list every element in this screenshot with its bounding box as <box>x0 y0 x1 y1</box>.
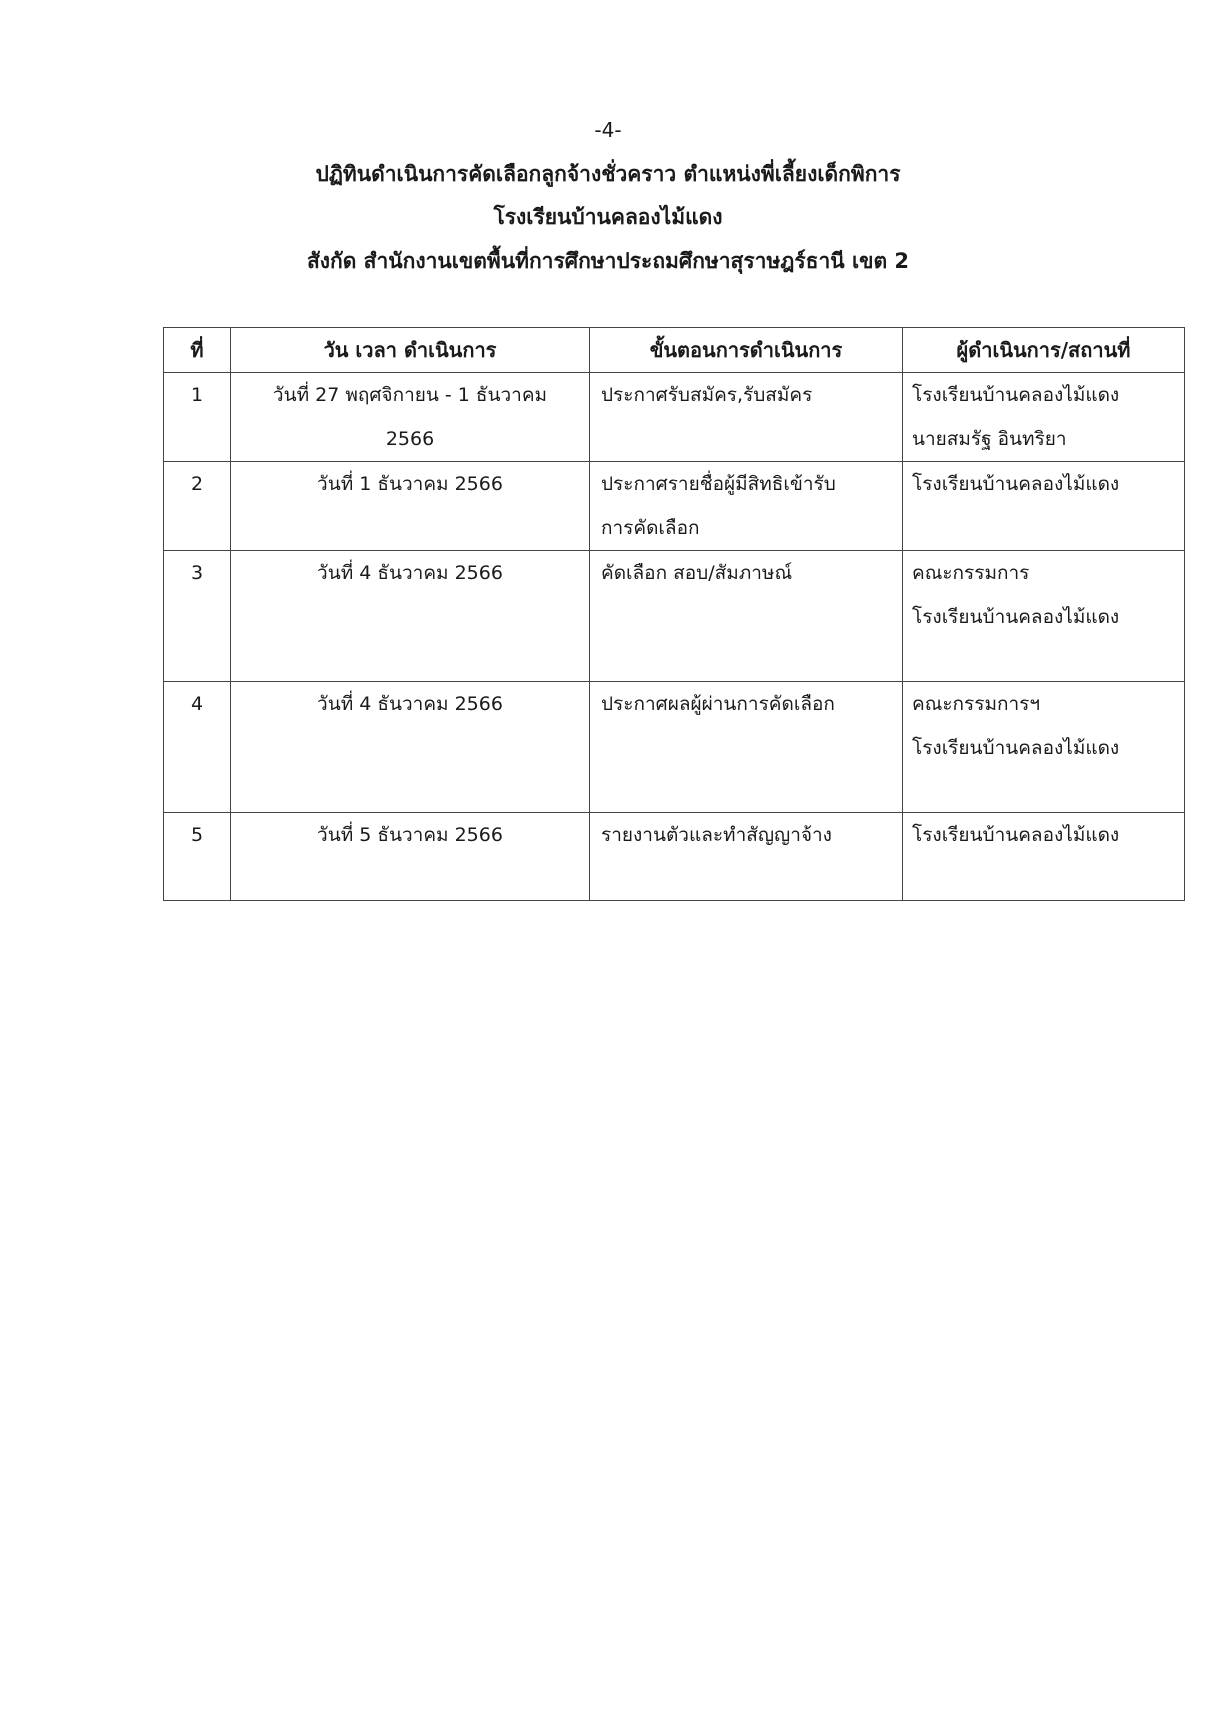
row-number: 3 <box>190 562 204 584</box>
table-header-row <box>164 328 1185 373</box>
operator-text: คณะกรรมการ <box>912 562 1030 584</box>
table-row <box>164 682 1185 813</box>
operator-text-continued: โรงเรียนบ้านคลองไม้แดง <box>912 737 1120 759</box>
school-name-heading: โรงเรียนบ้านคลองไม้แดง <box>493 205 723 229</box>
date-cell <box>231 682 590 813</box>
date-text: วันที่ 1 ธันวาคม 2566 <box>317 473 503 495</box>
row-number: 5 <box>190 824 204 846</box>
row-number-cell <box>164 551 231 682</box>
procedure-cell <box>590 462 903 551</box>
affiliation-heading: สังกัด สำนักงานเขตพื้นที่การศึกษาประถมศึกษาสุราษฎร์ธานี เขต 2 <box>306 249 910 273</box>
operator-text: โรงเรียนบ้านคลองไม้แดง <box>912 384 1120 406</box>
operator-cell <box>903 813 1185 901</box>
procedure-cell <box>590 813 903 901</box>
procedure-text: ประกาศรายชื่อผู้มีสิทธิเข้ารับ <box>601 473 836 495</box>
date-text: วันที่ 5 ธันวาคม 2566 <box>317 824 503 846</box>
date-cell <box>231 813 590 901</box>
date-cell <box>231 373 590 462</box>
operator-text: โรงเรียนบ้านคลองไม้แดง <box>912 824 1120 846</box>
header-number: ที่ <box>164 328 231 373</box>
header-procedure: ขั้นตอนการดำเนินการ <box>590 328 903 373</box>
row-number-cell <box>164 373 231 462</box>
page-number: -4- <box>594 118 622 142</box>
row-number: 1 <box>190 384 204 406</box>
row-number: 2 <box>190 473 204 495</box>
date-text: วันที่ 4 ธันวาคม 2566 <box>317 693 503 715</box>
date-text: วันที่ 4 ธันวาคม 2566 <box>317 562 503 584</box>
date-text-continued: 2566 <box>385 428 435 450</box>
procedure-cell <box>590 682 903 813</box>
procedure-text: ประกาศผลผู้ผ่านการคัดเลือก <box>601 693 835 715</box>
table-row <box>164 551 1185 682</box>
operator-cell <box>903 462 1185 551</box>
date-cell <box>231 551 590 682</box>
operator-text-continued: โรงเรียนบ้านคลองไม้แดง <box>912 606 1120 628</box>
row-number-cell <box>164 462 231 551</box>
operator-cell <box>903 551 1185 682</box>
header-date-time: วัน เวลา ดำเนินการ <box>231 328 590 373</box>
operator-text-continued: นายสมรัฐ อินทริยา <box>912 428 1067 450</box>
procedure-text: ประกาศรับสมัคร,รับสมัคร <box>601 384 813 406</box>
procedure-cell <box>590 373 903 462</box>
table-row <box>164 462 1185 551</box>
document-title: ปฏิทินดำเนินการคัดเลือกลูกจ้างชั่วคราว ตำแหน่งพี่เลี้ยงเด็กพิการ <box>315 162 901 186</box>
operator-cell <box>903 373 1185 462</box>
row-number-cell <box>164 813 231 901</box>
operator-cell <box>903 682 1185 813</box>
procedure-text: รายงานตัวและทำสัญญาจ้าง <box>601 824 832 846</box>
procedure-cell <box>590 551 903 682</box>
date-text: วันที่ 27 พฤศจิกายน - 1 ธันวาคม <box>272 384 548 406</box>
row-number: 4 <box>190 693 204 715</box>
schedule-table <box>163 327 1185 901</box>
operator-text: คณะกรรมการฯ <box>912 693 1041 715</box>
procedure-text-continued: การคัดเลือก <box>601 517 700 539</box>
procedure-text: คัดเลือก สอบ/สัมภาษณ์ <box>601 562 793 584</box>
table-row <box>164 813 1185 901</box>
operator-text: โรงเรียนบ้านคลองไม้แดง <box>912 473 1120 495</box>
date-cell <box>231 462 590 551</box>
row-number-cell <box>164 682 231 813</box>
header-operator-location: ผู้ดำเนินการ/สถานที่ <box>903 328 1185 373</box>
table-row <box>164 373 1185 462</box>
